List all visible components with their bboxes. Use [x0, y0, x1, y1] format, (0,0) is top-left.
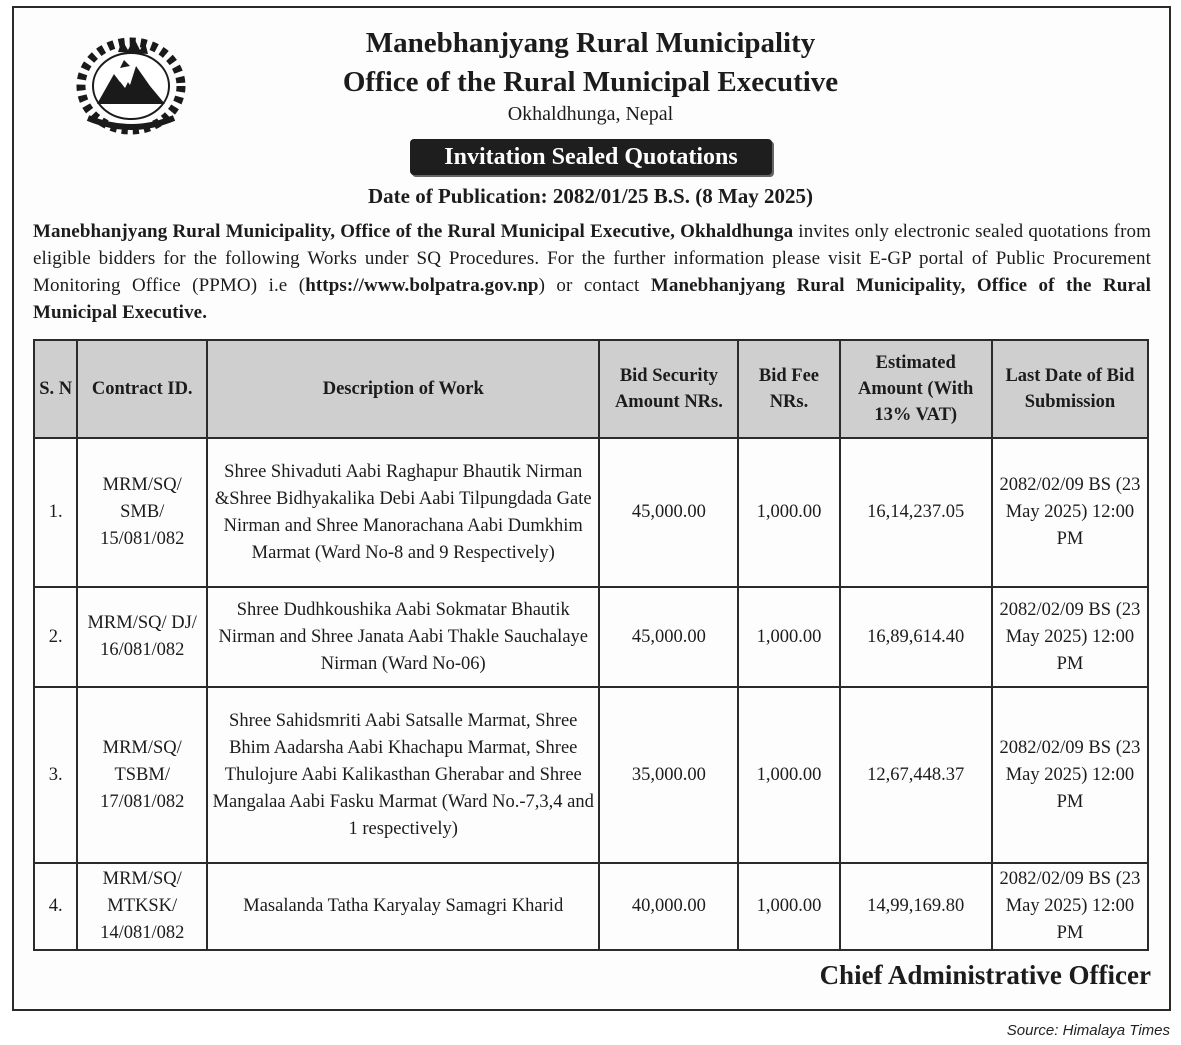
header-bid-fee: Bid Fee NRs. — [738, 340, 839, 438]
notice-title: Invitation Sealed Quotations — [410, 139, 772, 175]
table-row — [34, 438, 1148, 587]
cell-last-date: 2082/02/09 BS (23 May 2025) 12:00 PM — [992, 687, 1148, 863]
cell-estimated: 16,14,237.05 — [840, 438, 992, 587]
cell-description: Masalanda Tatha Karyalay Samagri Kharid — [207, 863, 599, 950]
header-bid-security: Bid Security Amount NRs. — [599, 340, 738, 438]
cell-contract-id: MRM/SQ/ DJ/ 16/081/082 — [77, 587, 207, 687]
header-description: Description of Work — [207, 340, 599, 438]
table-row — [34, 687, 1148, 863]
cell-last-date: 2082/02/09 BS (23 May 2025) 12:00 PM — [992, 587, 1148, 687]
cell-bid-fee: 1,000.00 — [738, 587, 839, 687]
intro-contact: Manebhanjyang Rural Municipality, Office of the Rural Municipal Executive. — [33, 275, 1151, 323]
header-contract-id: Contract ID. — [77, 340, 207, 438]
cell-contract-id: MRM/SQ/ TSBM/ 17/081/082 — [77, 687, 207, 863]
table-row — [34, 587, 1148, 687]
cell-bid-security: 45,000.00 — [599, 438, 738, 587]
cell-bid-security: 35,000.00 — [599, 687, 738, 863]
cell-bid-security: 40,000.00 — [599, 863, 738, 950]
municipality-name: Manebhanjyang Rural Municipality — [365, 27, 816, 59]
cell-sn: 4. — [34, 863, 77, 950]
office-name: Office of the Rural Municipal Executive — [342, 66, 839, 98]
cell-description: Shree Sahidsmriti Aabi Satsalle Marmat, Shree Bhim Aadarsha Aabi Khachapu Marmat, Shree Thulojure Aabi Kalikasthan Gherabar and Shree Mangalaa Aabi Fasku Marmat (Ward No.-7,3,4 and 1 respectively) — [207, 687, 599, 863]
intro-org: Manebhanjyang Rural Municipality, Office of the Rural Municipal Executive, Okhaldhunga — [33, 221, 794, 242]
cell-sn: 2. — [34, 587, 77, 687]
cell-contract-id: MRM/SQ/ MTKSK/ 14/081/082 — [77, 863, 207, 950]
table-row — [34, 863, 1148, 950]
table-header-row — [34, 340, 1148, 438]
works-table — [33, 339, 1149, 951]
cell-sn: 1. — [34, 438, 77, 587]
header-estimated-amount: Estimated Amount (With 13% VAT) — [840, 340, 992, 438]
cell-bid-fee: 1,000.00 — [738, 438, 839, 587]
signature-title: Chief Administrative Officer — [819, 960, 1151, 990]
cell-bid-fee: 1,000.00 — [738, 687, 839, 863]
cell-description: Shree Dudhkoushika Aabi Sokmatar Bhautik Nirman and Shree Janata Aabi Thakle Sauchalaye Nirman (Ward No-06) — [207, 587, 599, 687]
publication-date: Date of Publication: 2082/01/25 B.S. (8 May 2025) — [367, 184, 814, 208]
cell-sn: 3. — [34, 687, 77, 863]
cell-bid-fee: 1,000.00 — [738, 863, 839, 950]
source-credit: Source: Himalaya Times — [1006, 1022, 1170, 1039]
intro-url: https://www.bolpatra.gov.np — [305, 275, 539, 296]
cell-last-date: 2082/02/09 BS (23 May 2025) 12:00 PM — [992, 863, 1148, 950]
intro-text-1: invites only electronic sealed quotations from eligible bidders for the following Works under SQ Procedures. For the further information please visit E-GP portal of Public Procurement Monitoring Office (PPMO) i.e ( — [33, 221, 1152, 296]
cell-last-date: 2082/02/09 BS (23 May 2025) 12:00 PM — [992, 438, 1148, 587]
cell-estimated: 12,67,448.37 — [840, 687, 992, 863]
header-last-date: Last Date of Bid Submission — [992, 340, 1148, 438]
cell-description: Shree Shivaduti Aabi Raghapur Bhautik Nirman &Shree Bidhyakalika Debi Aabi Tilpungdada Gate Nirman and Shree Manorachana Aabi Dumkhim Marmat (Ward No-8 and 9 Respectively) — [207, 438, 599, 587]
cell-bid-security: 45,000.00 — [599, 587, 738, 687]
cell-estimated: 14,99,169.80 — [840, 863, 992, 950]
intro-text-2: ) or contact — [538, 275, 651, 296]
header-sn: S. N — [34, 340, 77, 438]
office-location: Okhaldhunga, Nepal — [507, 103, 674, 125]
cell-contract-id: MRM/SQ/ SMB/ 15/081/082 — [77, 438, 207, 587]
intro-paragraph — [33, 218, 1151, 326]
cell-estimated: 16,89,614.40 — [840, 587, 992, 687]
